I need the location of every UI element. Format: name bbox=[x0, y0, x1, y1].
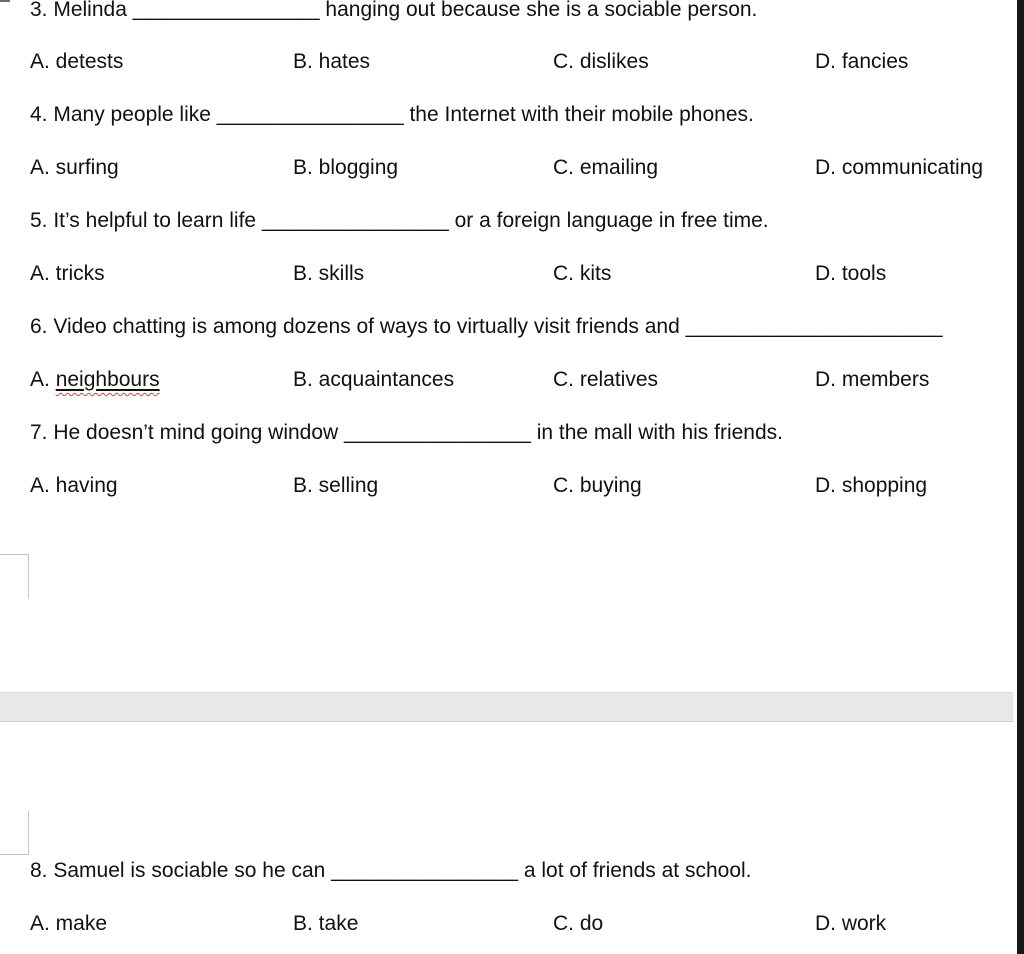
option-5-b: B. skills bbox=[293, 262, 365, 285]
text-boundary-corner-mark bbox=[0, 554, 29, 598]
options-row-8 bbox=[0, 910, 1014, 954]
option-6-a bbox=[30, 366, 160, 393]
question-5-text: 5. It’s helpful to learn life ________________ or a foreign language in free time. bbox=[30, 209, 769, 232]
option-6-b: B. acquaintances bbox=[293, 368, 455, 391]
option-7-b: B. selling bbox=[293, 474, 379, 497]
option-8-c: C. do bbox=[553, 912, 604, 935]
option-4-b: B. blogging bbox=[293, 156, 399, 179]
clipped-text-remnant bbox=[0, 0, 10, 2]
option-6-d: D. members bbox=[815, 368, 930, 391]
option-6-c: C. relatives bbox=[553, 368, 659, 391]
option-6-a-prefix: A. bbox=[30, 368, 56, 391]
page-break-band bbox=[0, 692, 1013, 722]
option-4-d: D. communicating bbox=[815, 156, 984, 179]
option-3-c: C. dislikes bbox=[553, 50, 649, 73]
question-3-text: 3. Melinda ________________ hanging out because she is a sociable person. bbox=[30, 0, 758, 21]
option-5-d: D. tools bbox=[815, 262, 887, 285]
option-3-a: A. detests bbox=[30, 50, 124, 73]
option-7-c: C. buying bbox=[553, 474, 642, 497]
underlined-answer bbox=[56, 368, 160, 391]
text-boundary-corner-mark bbox=[0, 811, 29, 855]
option-8-b: B. take bbox=[293, 912, 359, 935]
option-4-c: C. emailing bbox=[553, 156, 659, 179]
option-8-d: D. work bbox=[815, 912, 887, 935]
question-7-text: 7. He doesn’t mind going window ________________ in the mall with his friends. bbox=[30, 421, 783, 444]
option-7-a: A. having bbox=[30, 474, 118, 497]
window-edge-bar bbox=[1017, 0, 1024, 954]
option-5-c: C. kits bbox=[553, 262, 612, 285]
option-7-d: D. shopping bbox=[815, 474, 928, 497]
options-row-7 bbox=[0, 472, 1014, 634]
option-4-a: A. surfing bbox=[30, 156, 119, 179]
option-3-d: D. fancies bbox=[815, 50, 909, 73]
option-8-a: A. make bbox=[30, 912, 108, 935]
option-5-a: A. tricks bbox=[30, 262, 105, 285]
question-8-text: 8. Samuel is sociable so he can ________________ a lot of friends at school. bbox=[30, 859, 752, 882]
question-6-text: 6. Video chatting is among dozens of ways to virtually visit friends and ______________________ bbox=[30, 315, 943, 338]
question-4-text: 4. Many people like ________________ the Internet with their mobile phones. bbox=[30, 103, 754, 126]
spellcheck-squiggle-word: neighbours bbox=[55, 368, 160, 391]
option-3-b: B. hates bbox=[293, 50, 371, 73]
